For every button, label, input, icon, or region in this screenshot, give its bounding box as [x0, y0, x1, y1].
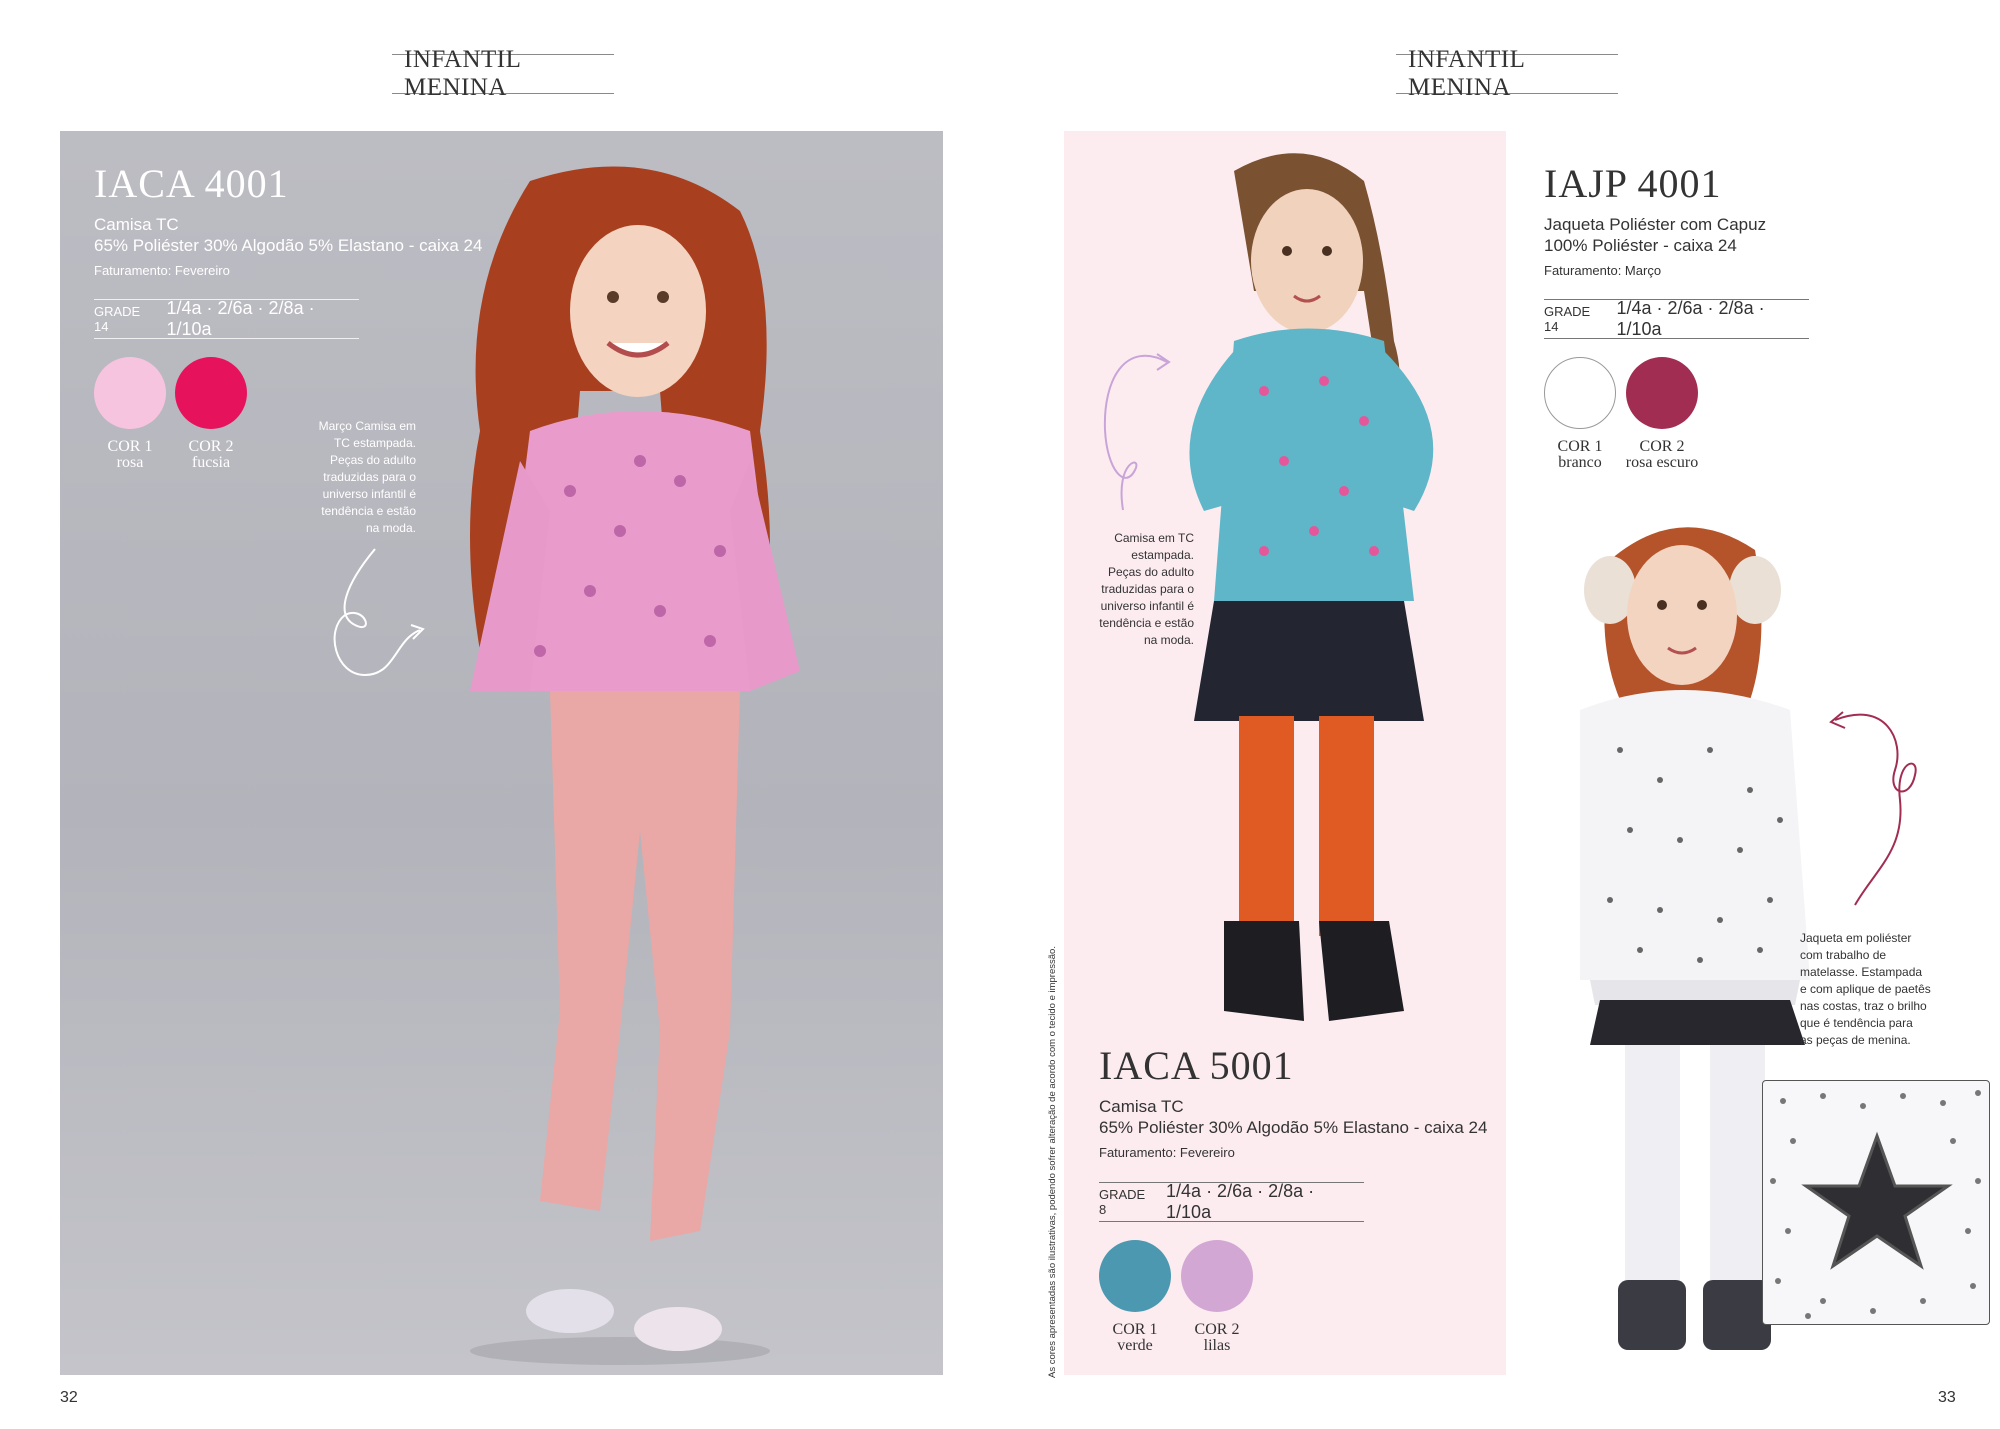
note-line: Março Camisa em [318, 419, 416, 433]
color-caption-1 [1535, 439, 1625, 471]
color-caption-2 [1172, 1322, 1262, 1354]
curly-arrow-icon [325, 545, 445, 680]
product-code-iajp-4001: IAJP 4001 [1544, 161, 1722, 206]
note-line: estampada. [1131, 548, 1194, 562]
note-line: Jaqueta em poliéster [1800, 931, 1912, 945]
color-number: COR 2 [1639, 438, 1685, 455]
billing-info: Faturamento: Fevereiro [1099, 1145, 1235, 1160]
color-name: fucsia [191, 454, 231, 471]
note-line: na moda. [365, 521, 416, 535]
note-line: traduzidas para o [1101, 582, 1194, 596]
curly-arrow-purple-icon [1095, 340, 1175, 520]
color-caption-1 [1090, 1322, 1180, 1354]
grade-row [1544, 299, 1809, 339]
section-header-left: INFANTIL MENINA [392, 54, 614, 94]
grade-row [1099, 1182, 1364, 1222]
note-line: traduzidas para o [323, 470, 416, 484]
grade-label: GRADE 14 [1544, 304, 1591, 334]
product-name: Camisa TC [1099, 1097, 1184, 1116]
product-code-iaca-5001: IACA 5001 [1099, 1043, 1294, 1088]
grade-sizes: 1/4a · 2/6a · 2/8a · 1/10a [166, 298, 315, 339]
color-number: COR 1 [107, 438, 153, 455]
color-number: COR 2 [1194, 1321, 1240, 1338]
color-name: branco [1558, 454, 1602, 471]
product-description-iaca-5001 [1099, 1096, 1487, 1138]
grade-label: GRADE 8 [1099, 1187, 1146, 1217]
color-swatch-verde [1099, 1240, 1171, 1312]
color-swatch-branco [1544, 357, 1616, 429]
note-line: universo infantil é [322, 487, 416, 501]
color-name: rosa [116, 454, 144, 471]
color-number: COR 1 [1112, 1321, 1158, 1338]
grade-sizes: 1/4a · 2/6a · 2/8a · 1/10a [1616, 298, 1765, 339]
product-name: Camisa TC [94, 215, 179, 234]
note-line: as peças de menina. [1800, 1033, 1911, 1047]
curly-arrow-burgundy-icon [1825, 700, 1935, 910]
color-caption-1 [85, 439, 175, 471]
billing-info: Faturamento: Março [1544, 263, 1662, 278]
color-number: COR 2 [188, 438, 234, 455]
product-composition: 65% Poliéster 30% Algodão 5% Elastano - caixa 24 [94, 236, 483, 255]
product-name: Jaqueta Poliéster com Capuz [1544, 215, 1767, 234]
billing-info: Faturamento: Fevereiro [94, 263, 230, 278]
note-line: Peças do adulto [329, 453, 416, 467]
product-composition: 100% Poliéster - caixa 24 [1544, 236, 1737, 255]
color-name: verde [1117, 1337, 1153, 1354]
color-swatch-rosa-escuro [1626, 357, 1698, 429]
note-line: e com aplique de paetês [1800, 982, 1931, 996]
color-name: rosa escuro [1625, 454, 1699, 471]
product-note-jacket [1800, 930, 1960, 1049]
color-swatch-lilas [1181, 1240, 1253, 1312]
product-note-left [290, 418, 416, 537]
color-number: COR 1 [1557, 438, 1603, 455]
note-line: TC estampada. [333, 436, 416, 450]
note-line: tendência e estão [1099, 616, 1194, 630]
note-line: tendência e estão [321, 504, 416, 518]
note-line: que é tendência para [1800, 1016, 1913, 1030]
product-description-iajp-4001 [1544, 214, 1766, 256]
product-composition: 65% Poliéster 30% Algodão 5% Elastano - caixa 24 [1099, 1118, 1488, 1137]
note-line: na moda. [1143, 633, 1194, 647]
grade-sizes: 1/4a · 2/6a · 2/8a · 1/10a [1166, 1181, 1315, 1222]
color-swatch-rosa [94, 357, 166, 429]
star-detail-icon [1763, 1081, 1990, 1325]
note-line: matelasse. Estampada [1800, 965, 1923, 979]
note-line: Peças do adulto [1107, 565, 1194, 579]
note-line: nas costas, traz o brilho [1800, 999, 1927, 1013]
color-caption-2 [1617, 439, 1707, 471]
page-number-right: 33 [1938, 1389, 1956, 1406]
detail-inset-sequin-star [1762, 1080, 1990, 1325]
color-disclaimer: As cores apresentadas são ilustrativas, podendo sofrer alteração de acordo com o tecido e impressão. [1047, 946, 1058, 1378]
grade-row [94, 299, 359, 339]
color-swatch-fucsia [175, 357, 247, 429]
product-note-shirt [1072, 530, 1194, 649]
note-line: universo infantil é [1100, 599, 1194, 613]
product-description-left [94, 214, 482, 256]
page-number-left: 32 [60, 1389, 78, 1406]
note-line: Camisa em TC [1114, 531, 1194, 545]
color-name: lilas [1203, 1337, 1231, 1354]
color-caption-2 [166, 439, 256, 471]
section-header-right: INFANTIL MENINA [1396, 54, 1618, 94]
note-line: com trabalho de [1800, 948, 1887, 962]
grade-label: GRADE 14 [94, 304, 141, 334]
product-code-iaca-4001: IACA 4001 [94, 161, 289, 206]
